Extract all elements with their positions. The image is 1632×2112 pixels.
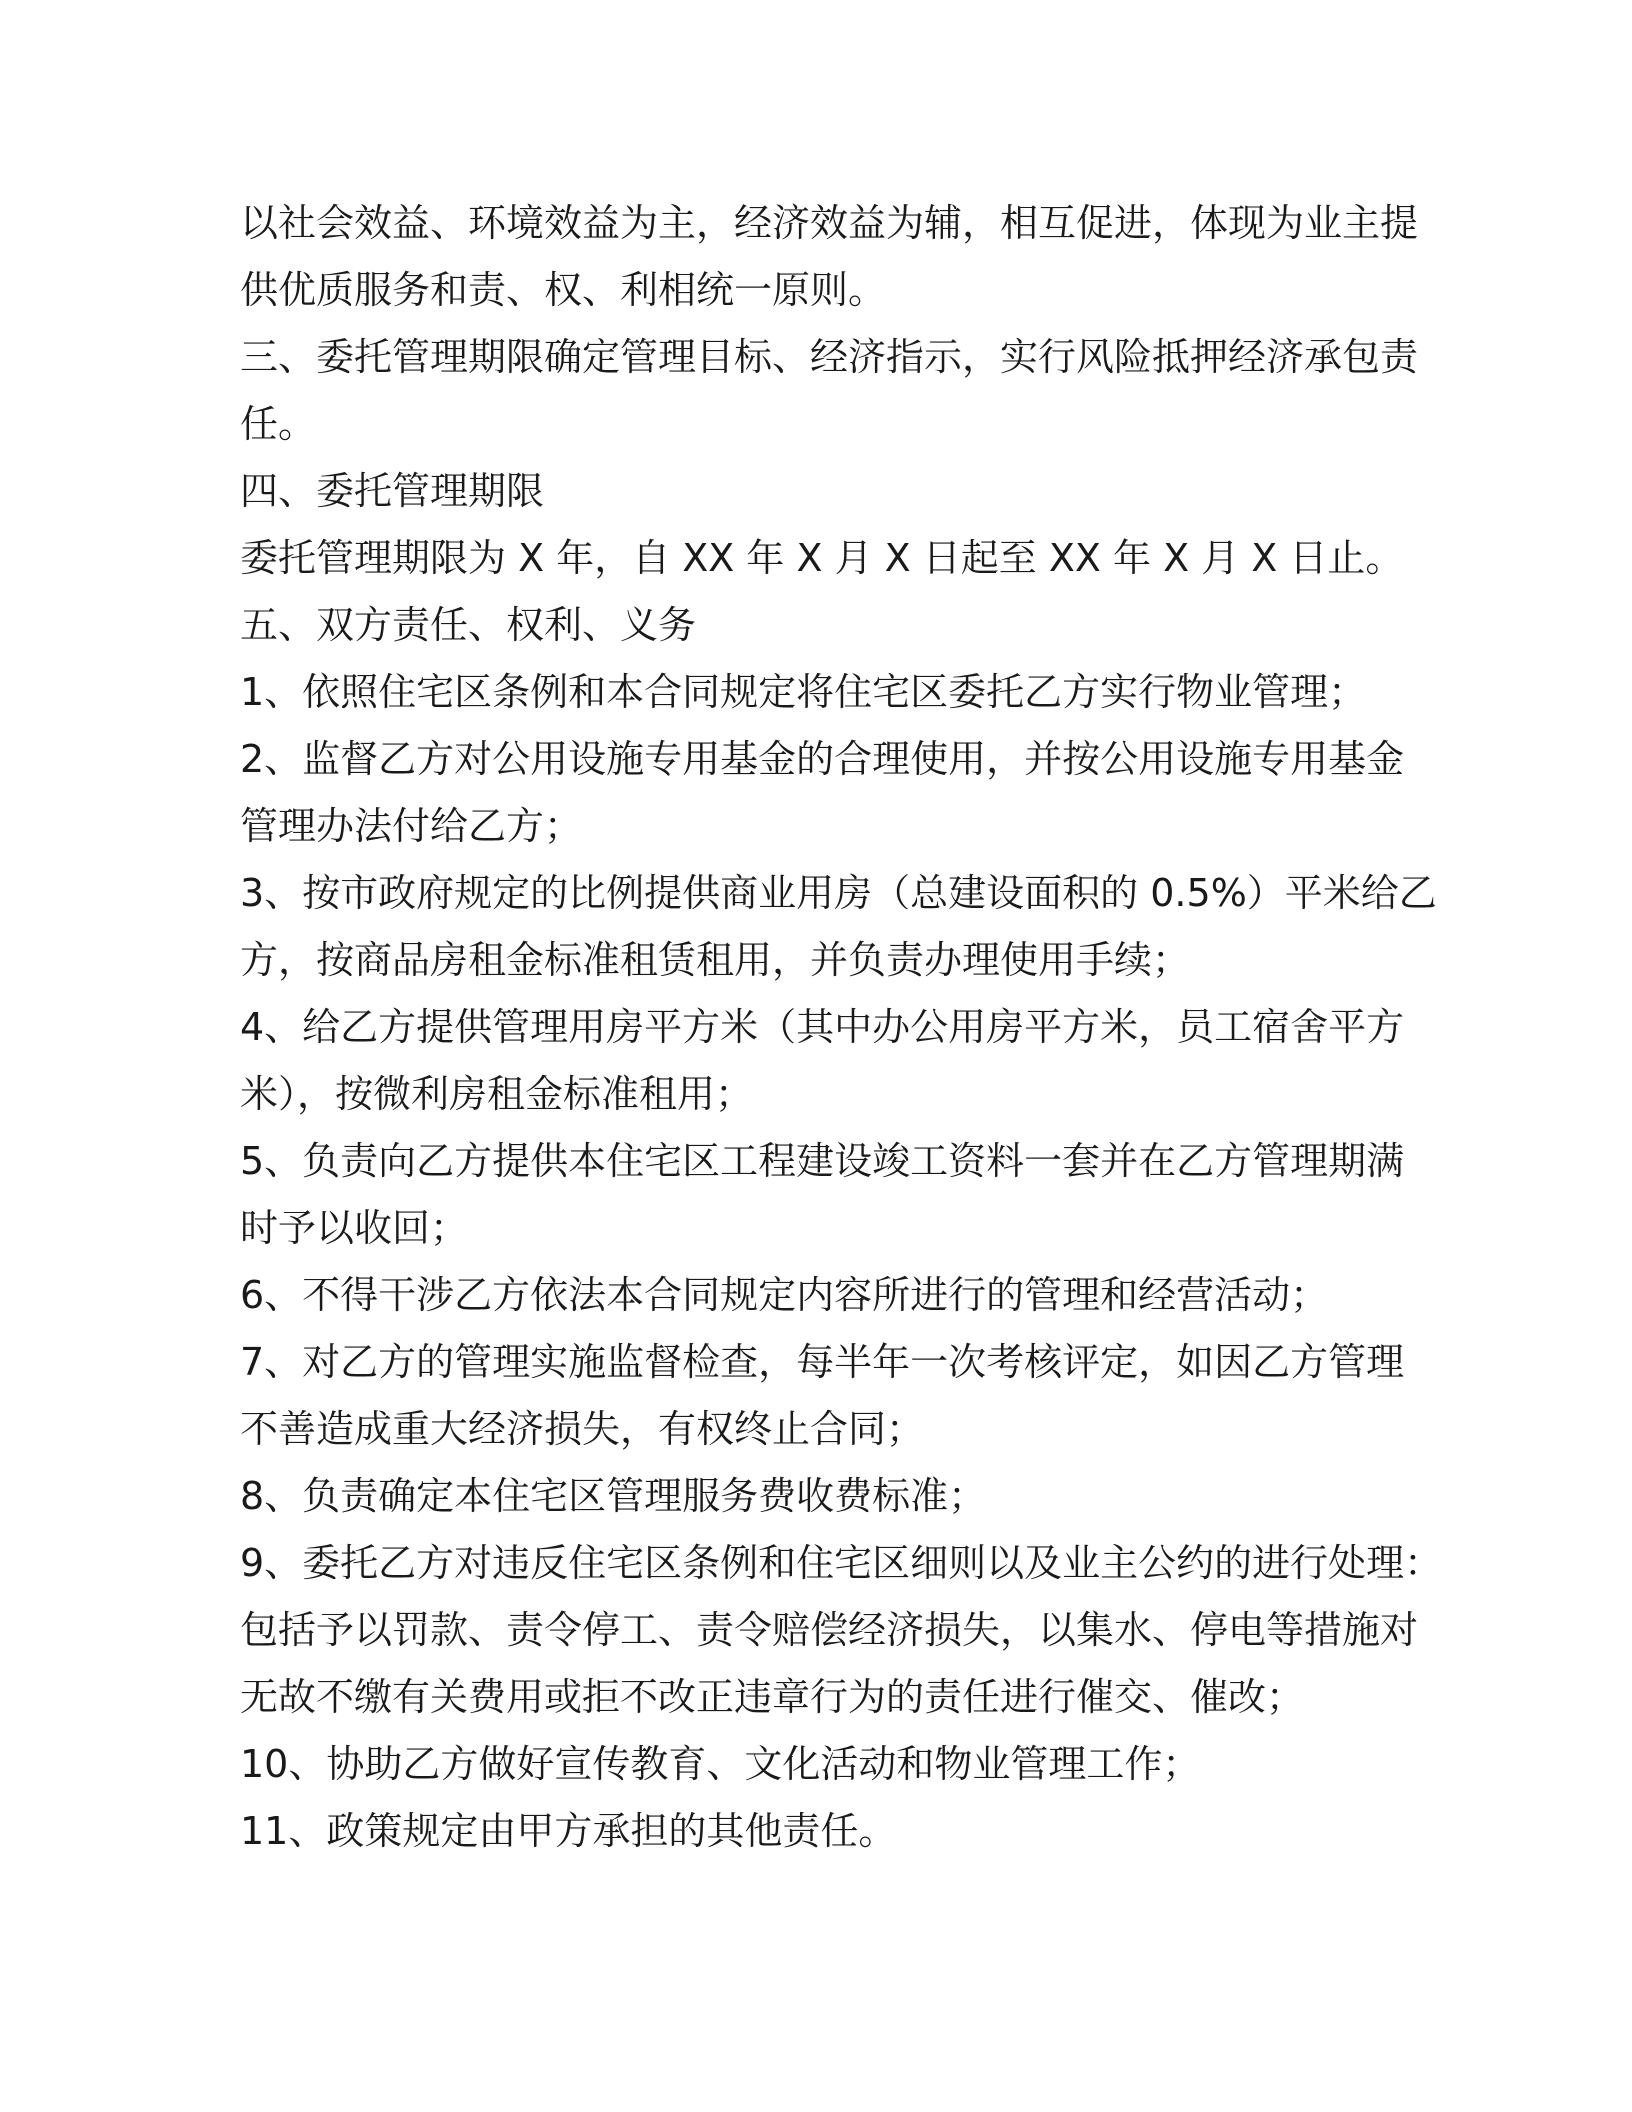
list-item: 7、对乙方的管理实施监督检查，每半年一次考核评定，如因乙方管理 <box>240 1340 1405 1384</box>
section-heading: 四、委托管理期限 <box>240 469 545 513</box>
section-heading: 五、双方责任、权利、义务 <box>240 603 697 647</box>
list-item: 1、依照住宅区条例和本合同规定将住宅区委托乙方实行物业管理； <box>240 670 1367 714</box>
document-body <box>240 190 1443 1865</box>
list-item: 10、协助乙方做好宣传教育、文化活动和物业管理工作； <box>240 1742 1201 1786</box>
text-line: 委托管理期限为 X 年，自 XX 年 X 月 X 日起至 XX 年 X 月 X 日止。 <box>240 536 1404 580</box>
text-line: 方，按商品房租金标准租赁租用，并负责办理使用手续； <box>240 938 1191 982</box>
text-line: 包括予以罚款、责令停工、责令赔偿经济损失，以集水、停电等措施对 <box>240 1608 1419 1652</box>
text-line: 时予以收回； <box>240 1206 469 1250</box>
list-item: 3、按市政府规定的比例提供商业用房（总建设面积的 0.5%）平米给乙 <box>240 871 1437 915</box>
list-item: 6、不得干涉乙方依法本合同规定内容所进行的管理和经营活动； <box>240 1273 1329 1317</box>
list-item: 4、给乙方提供管理用房平方米（其中办公用房平方米，员工宿舍平方 <box>240 1005 1405 1049</box>
list-item: 11、政策规定由甲方承担的其他责任。 <box>240 1809 897 1853</box>
text-line: 三、委托管理期限确定管理目标、经济指示，实行风险抵押经济承包责 <box>240 335 1419 379</box>
text-line: 米），按微利房租金标准租用； <box>240 1072 754 1116</box>
text-line: 不善造成重大经济损失，有权终止合同； <box>240 1407 925 1451</box>
text-line: 以社会效益、环境效益为主，经济效益为辅，相互促进，体现为业主提 <box>240 201 1419 245</box>
text-line: 无故不缴有关费用或拒不改正违章行为的责任进行催交、催改； <box>240 1675 1305 1719</box>
text-line: 供优质服务和责、权、利相统一原则。 <box>240 268 887 312</box>
text-line: 管理办法付给乙方； <box>240 804 583 848</box>
list-item: 2、监督乙方对公用设施专用基金的合理使用，并按公用设施专用基金 <box>240 737 1405 781</box>
text-line: 任。 <box>240 402 317 446</box>
list-item: 8、负责确定本住宅区管理服务费收费标准； <box>240 1474 987 1518</box>
list-item: 9、委托乙方对违反住宅区条例和住宅区细则以及业主公约的进行处理： <box>240 1541 1443 1585</box>
list-item: 5、负责向乙方提供本住宅区工程建设竣工资料一套并在乙方管理期满 <box>240 1139 1405 1183</box>
